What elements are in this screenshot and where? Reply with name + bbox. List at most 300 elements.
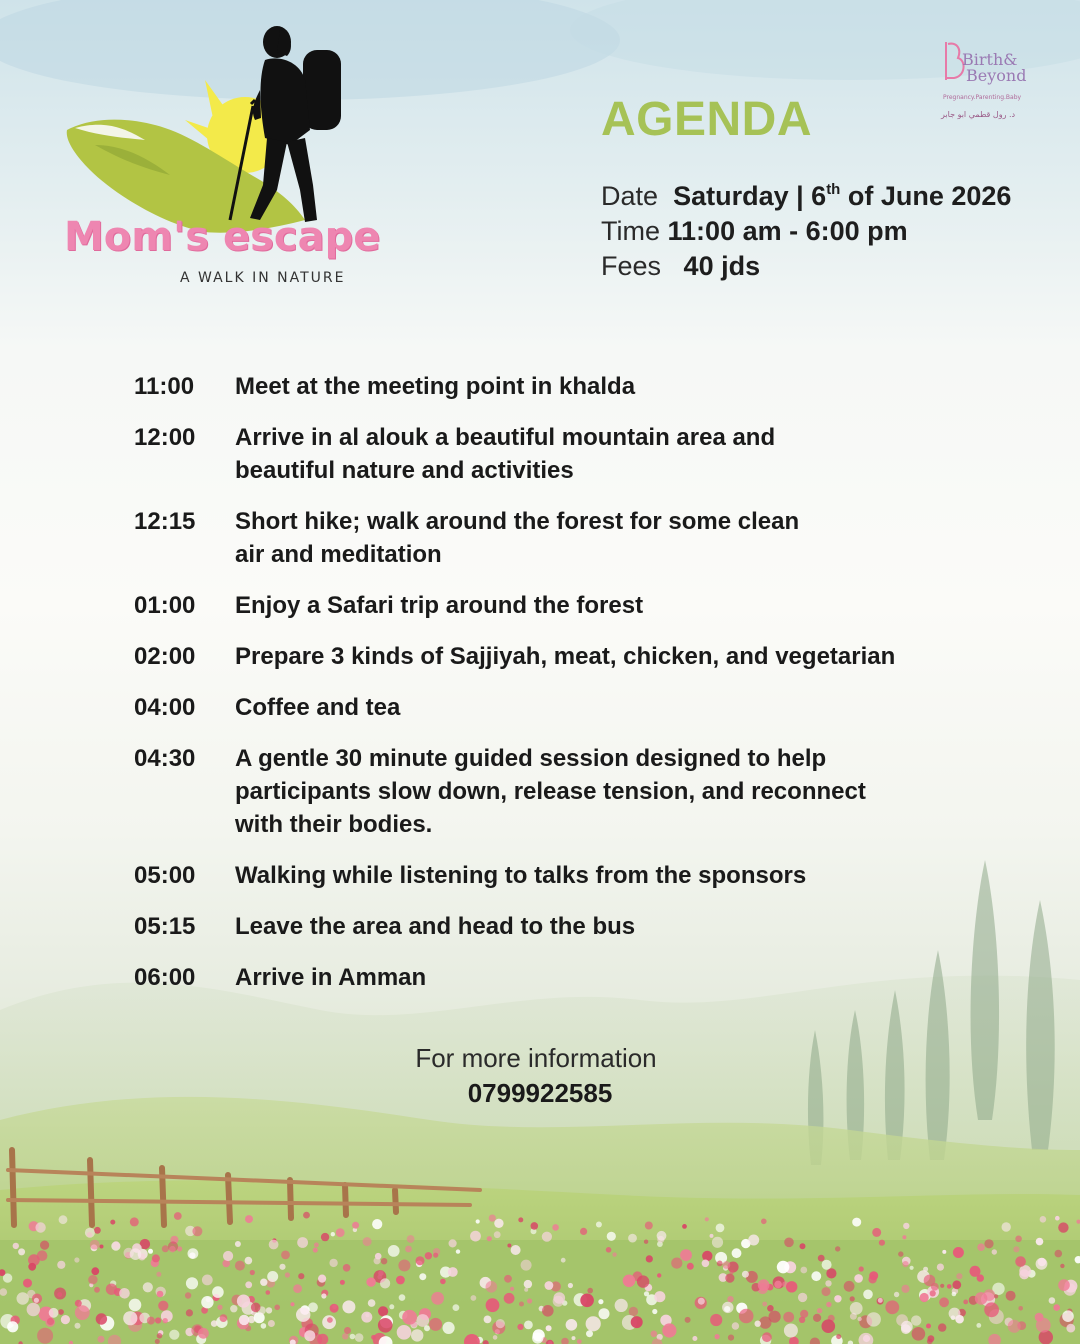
flower-dot	[1062, 1310, 1074, 1322]
flower-dot	[680, 1249, 692, 1261]
flower-dot	[710, 1234, 714, 1238]
schedule-description	[235, 910, 964, 943]
flower-dot	[431, 1292, 444, 1305]
flower-dot	[963, 1300, 968, 1305]
flower-dot	[1040, 1216, 1047, 1223]
flower-dot	[7, 1321, 18, 1332]
flower-dot	[157, 1291, 164, 1298]
flower-dot	[274, 1305, 280, 1311]
flower-dot	[784, 1324, 798, 1338]
flower-dot	[800, 1267, 807, 1274]
flower-dot	[568, 1283, 573, 1288]
flower-dot	[0, 1288, 7, 1296]
schedule-line: Walking while listening to talks from the sponsors	[235, 862, 807, 889]
schedule-list	[134, 370, 964, 994]
flower-dot	[732, 1248, 742, 1258]
flower-dot	[912, 1327, 926, 1341]
flower-dot	[372, 1219, 382, 1229]
flower-dot	[245, 1281, 252, 1288]
flower-dot	[994, 1294, 998, 1298]
flower-dot	[186, 1277, 198, 1289]
flower-dot	[956, 1273, 962, 1279]
flower-dot	[1036, 1238, 1044, 1246]
flower-dot	[984, 1239, 993, 1248]
schedule-item	[134, 421, 964, 487]
flower-dot	[440, 1279, 446, 1285]
flower-dot	[321, 1233, 329, 1241]
flower-dot	[755, 1321, 761, 1327]
flower-dot	[471, 1295, 477, 1301]
flower-dot	[449, 1239, 457, 1247]
flower-dot	[37, 1328, 53, 1344]
flower-dot	[489, 1215, 496, 1222]
flower-dot	[854, 1274, 863, 1283]
flower-dot	[561, 1258, 566, 1263]
schedule-line: participants slow down, release tension, and reconnect	[235, 778, 866, 805]
flower-dot	[732, 1322, 739, 1329]
flower-dot	[296, 1308, 310, 1322]
flower-dot	[486, 1281, 498, 1293]
flower-dot	[235, 1261, 245, 1271]
flower-dot	[192, 1226, 202, 1236]
flower-dot	[769, 1311, 781, 1323]
flower-dot	[710, 1314, 722, 1326]
flower-dot	[380, 1278, 390, 1288]
flower-dot	[863, 1290, 873, 1300]
flower-dot	[361, 1312, 372, 1323]
schedule-item	[134, 691, 964, 724]
flower-dot	[230, 1305, 237, 1312]
flower-dot	[268, 1320, 275, 1327]
flower-dot	[59, 1215, 68, 1224]
flower-dot	[531, 1222, 539, 1230]
flower-dot	[811, 1271, 821, 1281]
flower-dot	[49, 1308, 59, 1318]
flower-dot	[580, 1228, 587, 1235]
flower-dot	[304, 1330, 315, 1341]
schedule-description	[235, 421, 964, 487]
flower-dot	[464, 1334, 480, 1344]
flower-dot	[628, 1234, 637, 1243]
flower-dot	[47, 1318, 54, 1325]
flower-dot	[742, 1271, 749, 1278]
flower-dot	[470, 1231, 481, 1242]
flower-dot	[970, 1266, 981, 1277]
schedule-time: 05:15	[134, 913, 196, 940]
flower-dot	[553, 1296, 564, 1307]
flower-dot	[416, 1314, 429, 1327]
schedule-line: Coffee and tea	[235, 694, 401, 721]
flower-dot	[902, 1235, 906, 1239]
schedule-line: Leave the area and head to the bus	[235, 913, 636, 940]
schedule-item	[134, 370, 964, 403]
flower-dot	[716, 1224, 725, 1233]
schedule-description	[235, 742, 964, 841]
flower-dot	[992, 1249, 997, 1254]
flower-dot	[800, 1243, 806, 1249]
flower-dot	[645, 1222, 653, 1230]
flower-dot	[321, 1293, 326, 1298]
flower-dot	[939, 1297, 949, 1307]
flower-dot	[260, 1279, 267, 1286]
flower-dot	[739, 1309, 754, 1324]
flower-dot	[74, 1257, 79, 1262]
flower-dot	[580, 1294, 594, 1308]
flower-dot	[398, 1260, 410, 1272]
flower-dot	[730, 1270, 734, 1274]
flower-dot	[443, 1322, 455, 1334]
time-line	[601, 216, 908, 247]
flower-dot	[984, 1302, 999, 1317]
flower-dot	[112, 1241, 120, 1249]
flower-dot	[566, 1319, 578, 1331]
flower-dot	[58, 1309, 64, 1315]
flower-dot	[942, 1250, 946, 1254]
flower-dot	[169, 1246, 176, 1253]
flower-dot	[61, 1315, 70, 1324]
schedule-time: 04:30	[134, 745, 196, 772]
flower-dot	[662, 1323, 676, 1337]
flower-dot	[279, 1264, 285, 1270]
flower-dot	[313, 1248, 318, 1253]
flower-dot	[587, 1288, 593, 1294]
flower-dot	[156, 1272, 161, 1277]
flower-dot	[952, 1292, 957, 1297]
flower-dot	[577, 1339, 582, 1344]
flower-dot	[407, 1235, 415, 1243]
flower-dot	[1060, 1264, 1064, 1268]
date-label: Date	[601, 181, 659, 211]
schedule-item	[134, 859, 964, 892]
schedule-line: Prepare 3 kinds of Sajjiyah, meat, chicken, and vegetarian	[235, 643, 896, 670]
flower-dot	[955, 1315, 964, 1324]
flower-dot	[147, 1317, 155, 1325]
flower-dot	[976, 1323, 981, 1328]
flower-dot	[902, 1261, 908, 1267]
flower-dot	[1058, 1279, 1070, 1291]
flower-dot	[23, 1279, 32, 1288]
flower-dot	[98, 1336, 105, 1343]
flower-dot	[1076, 1220, 1080, 1224]
flower-dot	[223, 1251, 233, 1261]
flower-dot	[725, 1274, 734, 1283]
flower-dot	[507, 1244, 511, 1248]
flower-dot	[75, 1323, 81, 1329]
flower-dot	[784, 1238, 794, 1248]
flower-dot	[762, 1332, 772, 1342]
flower-dot	[34, 1298, 39, 1303]
flower-dot	[606, 1247, 612, 1253]
flower-dot	[399, 1294, 406, 1301]
flower-dot	[848, 1341, 853, 1344]
flower-dot	[35, 1222, 45, 1232]
flower-dot	[239, 1315, 249, 1325]
schedule-line: with their bodies.	[235, 811, 433, 838]
flower-dot	[108, 1335, 121, 1344]
flower-dot	[201, 1296, 213, 1308]
flower-dot	[494, 1231, 501, 1238]
flower-dot	[314, 1243, 319, 1248]
flower-dot	[519, 1302, 524, 1307]
flower-dot	[789, 1337, 799, 1344]
flower-dot	[518, 1217, 523, 1222]
flower-dot	[717, 1261, 723, 1267]
flower-dot	[850, 1302, 863, 1315]
flower-dot	[947, 1284, 952, 1289]
flower-dot	[657, 1231, 667, 1241]
flower-dot	[631, 1316, 643, 1328]
flower-dot	[350, 1334, 356, 1340]
flower-dot	[363, 1237, 372, 1246]
flower-dot	[250, 1270, 255, 1275]
flower-dot	[1058, 1222, 1068, 1232]
flower-dot	[1055, 1250, 1063, 1258]
flower-dot	[698, 1298, 705, 1305]
flower-dot	[1053, 1304, 1060, 1311]
flower-dot	[930, 1290, 936, 1296]
flower-dot	[920, 1293, 929, 1302]
flower-dot	[542, 1305, 554, 1317]
flower-dot	[318, 1275, 326, 1283]
flower-dot	[152, 1254, 160, 1262]
flower-dot	[671, 1258, 682, 1269]
flower-dot	[37, 1250, 48, 1261]
flower-dot	[561, 1338, 569, 1344]
schedule-description	[235, 859, 964, 892]
flower-dot	[926, 1324, 931, 1329]
flower-dot	[953, 1247, 964, 1258]
flower-dot	[1013, 1246, 1019, 1252]
flower-dot	[368, 1299, 376, 1307]
logo-title: Mom's escape	[64, 214, 381, 260]
flower-dot	[1015, 1256, 1026, 1267]
flower-dot	[651, 1331, 658, 1338]
flower-dot	[91, 1267, 99, 1275]
flower-dot	[1039, 1330, 1053, 1344]
flower-dot	[129, 1299, 142, 1312]
flower-dot	[293, 1284, 302, 1293]
flower-dot	[1036, 1258, 1048, 1270]
flower-dot	[245, 1257, 253, 1265]
flower-dot	[988, 1334, 1001, 1344]
flower-dot	[416, 1256, 425, 1265]
flower-dot	[486, 1298, 500, 1312]
schedule-line: Arrive in al alouk a beautiful mountain area and	[235, 424, 776, 451]
flower-dot	[352, 1222, 359, 1229]
flower-dot	[798, 1293, 807, 1302]
flower-dot	[329, 1259, 337, 1267]
flower-dot	[615, 1299, 628, 1312]
flower-dot	[106, 1284, 117, 1295]
flower-dot	[220, 1314, 228, 1322]
flower-dot	[336, 1228, 345, 1237]
flower-dot	[901, 1285, 909, 1293]
flower-dot	[532, 1333, 543, 1344]
flower-dot	[343, 1264, 351, 1272]
flower-dot	[155, 1339, 160, 1344]
schedule-item	[134, 910, 964, 943]
schedule-item	[134, 742, 964, 841]
flower-dot	[910, 1266, 914, 1270]
flower-dot	[952, 1280, 961, 1289]
flower-dot	[158, 1301, 168, 1311]
flower-dot	[75, 1300, 82, 1307]
flower-dot	[758, 1279, 770, 1291]
flower-dot	[85, 1228, 95, 1238]
flower-dot	[712, 1237, 723, 1248]
date-rest: of June 2026	[840, 181, 1012, 211]
flower-dot	[162, 1245, 169, 1252]
flower-dot	[852, 1218, 861, 1227]
flower-dot	[748, 1235, 759, 1246]
flower-dot	[657, 1273, 661, 1277]
flower-dot	[644, 1240, 648, 1244]
flower-dot	[822, 1260, 832, 1270]
flower-dot	[402, 1310, 417, 1325]
flower-dot	[835, 1246, 840, 1251]
flower-dot	[527, 1298, 532, 1303]
flower-dot	[724, 1306, 730, 1312]
flower-dot	[1002, 1222, 1011, 1231]
flower-dot	[342, 1300, 355, 1313]
flower-dot	[646, 1255, 653, 1262]
flower-dot	[90, 1240, 100, 1250]
flower-dot	[483, 1340, 489, 1344]
flower-dot	[938, 1323, 946, 1331]
schedule-line: beautiful nature and activities	[235, 457, 574, 484]
flower-dot	[872, 1228, 881, 1237]
schedule-item	[134, 961, 964, 994]
schedule-item	[134, 505, 964, 571]
schedule-line: Short hike; walk around the forest for some clean	[235, 508, 800, 535]
fees-value: 40 jds	[683, 251, 761, 281]
flower-dot	[546, 1340, 554, 1344]
flower-dot	[366, 1277, 375, 1286]
schedule-line: air and meditation	[235, 541, 442, 568]
flower-dot	[344, 1327, 351, 1334]
flower-dot	[330, 1304, 339, 1313]
flower-dot	[251, 1303, 261, 1313]
flower-dot	[777, 1261, 790, 1274]
flower-dot	[396, 1276, 405, 1285]
flower-dot	[18, 1248, 25, 1255]
flower-dot	[826, 1302, 831, 1307]
flower-dot	[911, 1315, 921, 1325]
flower-dot	[143, 1282, 153, 1292]
flower-dot	[524, 1321, 533, 1330]
flower-dot	[786, 1281, 797, 1292]
flower-dot	[903, 1223, 909, 1229]
flower-dot	[298, 1273, 304, 1279]
flower-dot	[75, 1305, 90, 1320]
flower-dot	[511, 1245, 521, 1255]
flower-dot	[397, 1325, 412, 1340]
flower-dot	[977, 1243, 985, 1251]
schedule-time: 05:00	[134, 862, 196, 889]
flower-dot	[859, 1266, 864, 1271]
flower-dot	[822, 1287, 831, 1296]
flower-dot	[504, 1293, 515, 1304]
flower-dot	[342, 1333, 348, 1339]
flower-dot	[94, 1227, 101, 1234]
flower-dot	[388, 1245, 400, 1257]
flower-dot	[1006, 1291, 1016, 1301]
flower-dot	[94, 1287, 100, 1293]
flower-dot	[429, 1318, 442, 1331]
schedule-line: Meet at the meeting point in khalda	[235, 373, 636, 400]
flower-dot	[405, 1246, 412, 1253]
sponsor-name-line1: Birth&	[962, 50, 1018, 69]
flower-dot	[281, 1251, 290, 1260]
flower-dot	[868, 1275, 876, 1283]
schedule-time: 12:15	[134, 508, 196, 535]
flower-dot	[374, 1257, 381, 1264]
flower-dot	[186, 1309, 193, 1316]
sponsor-tagline: Pregnancy.Parenting.Baby	[943, 94, 1022, 101]
flower-dot	[28, 1263, 36, 1271]
flower-dot	[654, 1291, 665, 1302]
flower-dot	[898, 1251, 903, 1256]
flower-dot	[40, 1241, 49, 1250]
flower-dot	[297, 1237, 308, 1248]
fees-label: Fees	[601, 251, 662, 281]
flower-dot	[984, 1289, 996, 1301]
flower-dot	[510, 1287, 514, 1291]
flower-dot	[88, 1275, 97, 1284]
flower-dot	[1018, 1306, 1023, 1311]
flower-dot	[169, 1330, 179, 1340]
flower-dot	[629, 1307, 638, 1316]
agenda-title: AGENDA	[601, 93, 813, 146]
flower-dot	[27, 1303, 40, 1316]
flower-dot	[266, 1307, 272, 1313]
flower-dot	[552, 1224, 559, 1231]
flower-dot	[456, 1249, 460, 1253]
flower-dot	[774, 1281, 782, 1289]
flower-dot	[13, 1243, 19, 1249]
flower-dot	[596, 1222, 602, 1228]
sponsor-name	[962, 52, 1026, 84]
schedule-description	[235, 505, 964, 571]
flower-dot	[148, 1249, 153, 1254]
flower-dot	[411, 1329, 423, 1341]
flower-dot	[937, 1264, 944, 1271]
flower-dot	[727, 1296, 733, 1302]
flower-dot	[433, 1253, 438, 1258]
flower-dot	[17, 1292, 29, 1304]
flower-dot	[448, 1267, 458, 1277]
flower-dot	[419, 1273, 426, 1280]
flower-dot	[235, 1241, 241, 1247]
flower-dot	[1008, 1320, 1021, 1333]
flower-dot	[705, 1217, 709, 1221]
flower-dot	[1055, 1216, 1060, 1221]
flower-dot	[715, 1334, 720, 1339]
flower-dot	[96, 1313, 107, 1324]
schedule-item	[134, 589, 964, 622]
flower-dot	[1075, 1256, 1080, 1263]
flower-dot	[57, 1261, 65, 1269]
flower-dot	[327, 1317, 333, 1323]
schedule-time: 01:00	[134, 592, 196, 619]
schedule-line: Arrive in Amman	[235, 964, 427, 991]
flower-dot	[285, 1272, 290, 1277]
logo-subtitle: A WALK IN NATURE	[180, 270, 346, 286]
flower-dot	[834, 1295, 841, 1302]
flower-dot	[476, 1219, 480, 1223]
contact-phone[interactable]: 0799922585	[467, 1078, 613, 1108]
sponsor-name-line2: Beyond	[966, 66, 1027, 85]
